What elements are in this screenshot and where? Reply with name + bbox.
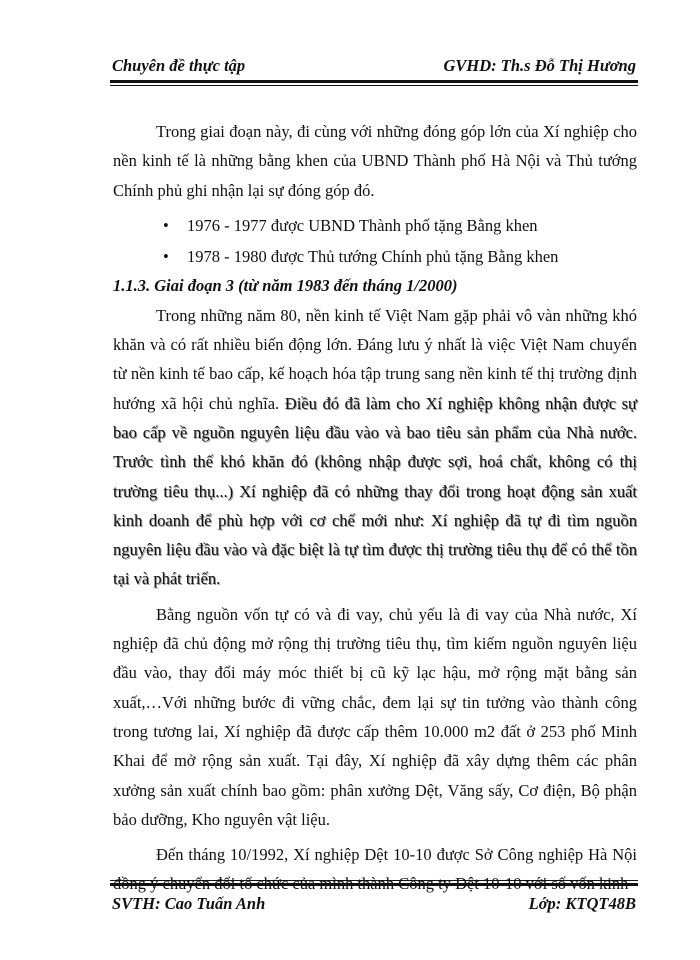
- list-item: [113, 211, 637, 240]
- page-header: [110, 52, 638, 80]
- header-rule-thick: [110, 80, 638, 83]
- bullet-icon: •: [163, 247, 169, 267]
- paragraph-expansion: Bằng nguồn vốn tự có và đi vay, chủ yếu là đi vay của Nhà nước, Xí nghiệp đã chủ động mở rộng thị trường tiêu thụ, tìm kiếm nguồn nguyên liệu đầu vào, thay đổi máy móc thiết bị cũ kỹ lạc hậu, mở rộng mặt bằng sản xuất,…Với những bước đi vững chắc, đem lại sự tin tưởng vào thành công trong tương lai, Xí nghiệp đã được cấp thêm 10.000 m2 đất ở 253 phố Minh Khai để mở rộng sản xuất. Tại đây, Xí nghiệp đã xây dựng thêm các phân xưởng sản xuất chính bao gồm: phân xưởng Dệt, Văng sấy, Cơ điện, Bộ phận bảo dưỡng, Kho nguyên vật liệu.: [113, 604, 637, 829]
- page-footer: [110, 894, 638, 918]
- footer-rule-thick: [110, 883, 638, 886]
- footer-rule-thin: [110, 880, 638, 881]
- document-body: [113, 117, 637, 905]
- section-heading: 1.1.3. Giai đoạn 3 (từ năm 1983 đến tháng 1/2000): [113, 276, 458, 296]
- paragraph-awards-intro: Trong giai đoạn này, đi cùng với những đóng góp lớn của Xí nghiệp cho nền kinh tế là những bằng khen của UBND Thành phố Hà Nội và Thủ tướng Chính phủ ghi nhận lại sự đóng góp đó.: [113, 122, 637, 200]
- awards-list: [113, 211, 637, 272]
- paragraph-phase3-part1: Trong những năm 80, nền kinh tế Việt Nam gặp phải vô vàn những khó khăn và có rất nhiều biến động lớn. Đáng lưu ý nhất là việc Việt Nam chuyển từ nền kinh tế bao cấp, kế hoạch hóa tập trung sang nền kinh tế thị trường định hướng xã hội chủ nghĩa.: [113, 305, 637, 413]
- header-rule-thin: [110, 85, 638, 86]
- paragraph-conversion: Đến tháng 10/1992, Xí nghiệp Dệt 10-10 được Sở Công nghiệp Hà Nội đồng ý chuyển đổi tổ chức của mình thành Công ty Dệt 10-10 với số vốn kinh: [113, 845, 637, 894]
- list-item-text: 1976 - 1977 được UBND Thành phố tặng Bằng khen: [187, 215, 538, 235]
- paragraph-phase3: [113, 301, 637, 594]
- header-title: Chuyên đề thực tập: [112, 56, 246, 75]
- bullet-icon: •: [163, 215, 169, 235]
- footer-student: SVTH: Cao Tuấn Anh: [112, 894, 266, 913]
- list-item-text: 1978 - 1980 được Thủ tướng Chính phủ tặng Bằng khen: [187, 247, 559, 267]
- list-item: [113, 242, 637, 271]
- header-advisor: GVHD: Th.s Đỗ Thị Hương: [443, 56, 636, 75]
- paragraph-phase3-part2: Điều đó đã làm cho Xí nghiệp không nhận được sự bao cấp về nguồn nguyên liệu đầu vào và bao tiêu sản phẩm của Nhà nước. Trước tình thế khó khăn đó (không nhập được sợi, hoá chất, không có thị trường tiêu thụ...) Xí nghiệp đã có những thay đổi trong hoạt động sản xuất kinh doanh để phù hợp với cơ chế mới như: Xí nghiệp đã tự đi tìm nguồn nguyên liệu đầu vào và đặc biệt là tự tìm được thị trường tiêu thụ để có thể tồn tại và phát triển.: [113, 393, 637, 589]
- footer-class: Lớp: KTQT48B: [528, 894, 636, 913]
